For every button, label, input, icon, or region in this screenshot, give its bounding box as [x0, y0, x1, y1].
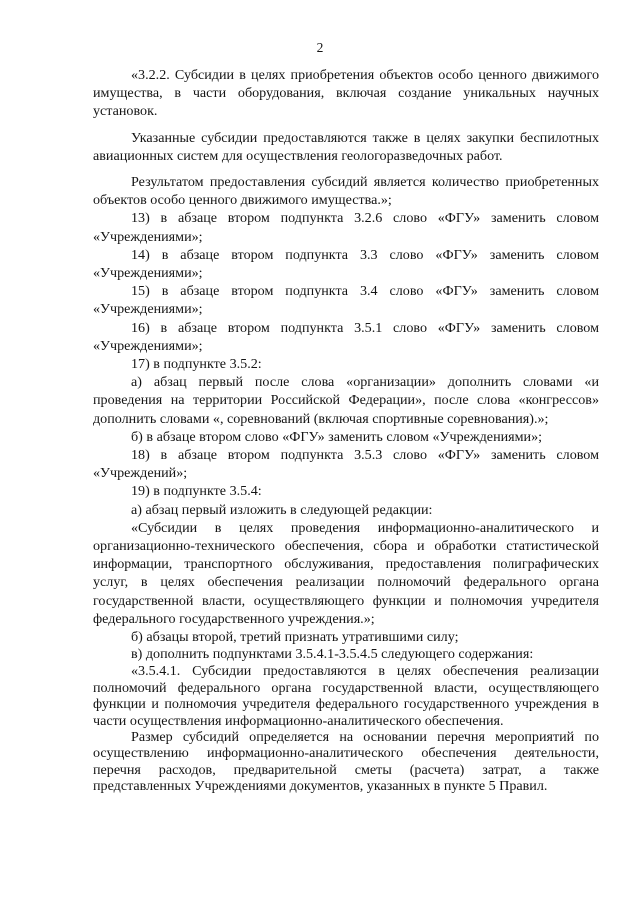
paragraph-3-5-4-1: «3.5.4.1. Субсидии предоставляются в целях обеспечения реализации полномочий федерального органа государственной власти, осуществляющего функции и полномочия учредителя федерального государственного учреждения в части осуществления информационно-аналитического обеспечения.	[93, 663, 599, 729]
paragraph-new-wording: «Субсидии в целях проведения информационно-аналитического и организационно-технического обеспечения, сбора и обработки статистической информации, транспортного обслуживания, предоставления полиграфических услуг, в целях обеспечения реализации полномочий федерального органа государственной власти, осуществляющего функции и полномочия учредителя федерального государственного учреждения.»;	[93, 519, 599, 627]
paragraph-item-17a: а) абзац первый после слова «организации» дополнить словами «и проведения на территории Российской Федерации», после слова «конгрессов» дополнить словами «, соревнований (включая спортивные соревнования).»;	[93, 374, 599, 427]
paragraph-item-13: 13) в абзаце втором подпункта 3.2.6 слово «ФГУ» заменить словом «Учреждениями»;	[93, 210, 599, 245]
paragraph-item-15: 15) в абзаце втором подпункта 3.4 слово «ФГУ» заменить словом «Учреждениями»;	[93, 283, 599, 318]
paragraph-item-19a: а) абзац первый изложить в следующей редакции:	[131, 501, 433, 518]
paragraph-item-16: 16) в абзаце втором подпункта 3.5.1 слово «ФГУ» заменить словом «Учреждениями»;	[93, 319, 599, 354]
paragraph-item-19c: в) дополнить подпунктами 3.5.4.1-3.5.4.5 следующего содержания:	[131, 646, 534, 663]
paragraph-item-17b: б) в абзаце втором слово «ФГУ» заменить словом «Учреждениями»;	[131, 428, 543, 445]
document-body	[93, 66, 599, 795]
paragraph-item-14: 14) в абзаце втором подпункта 3.3 слово «ФГУ» заменить словом «Учреждениями»;	[93, 246, 599, 282]
paragraph-item-18: 18) в абзаце втором подпункта 3.5.3 слово «ФГУ» заменить словом «Учреждений»;	[93, 447, 599, 482]
page-number: 2	[316, 40, 324, 55]
paragraph-result: Результатом предоставления субсидий является количество приобретенных объектов особо ценного движимого имущества.»;	[93, 174, 599, 209]
paragraph-item-17: 17) в подпункте 3.5.2:	[131, 356, 262, 373]
paragraph-item-19b: б) абзацы второй, третий признать утратившими силу;	[131, 629, 459, 646]
paragraph-3-2-2: «3.2.2. Субсидии в целях приобретения объектов особо ценного движимого имущества, в части оборудования, включая создание уникальных научных установок.	[93, 67, 599, 120]
paragraph-item-19: 19) в подпункте 3.5.4:	[131, 483, 262, 500]
paragraph-uav-subsidies: Указанные субсидии предоставляются также в целях закупки беспилотных авиационных систем для осуществления геологоразведочных работ.	[93, 129, 599, 164]
paragraph-subsidy-amount: Размер субсидий определяется на основании перечня мероприятий по осуществлению информационно-аналитического обеспечения деятельности, перечня расходов, предварительной сметы (расчета) затрат, а также представленных Учреждениями документов, указанных в пункте 5 Правил.	[93, 728, 599, 795]
